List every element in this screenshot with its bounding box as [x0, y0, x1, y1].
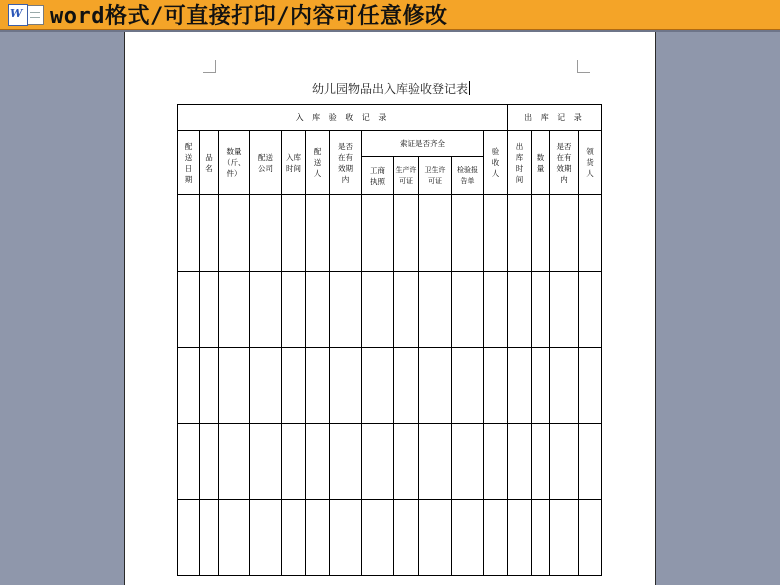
header-within-validity-outbound: 是否在有效期内 [550, 131, 579, 195]
header-quantity-outbound: 数量 [532, 131, 550, 195]
header-health-license: 卫生许可证 [419, 157, 452, 195]
header-inspector: 验收人 [484, 131, 508, 195]
register-table [177, 104, 602, 576]
crop-mark-top-right [577, 60, 590, 73]
header-certificates-group: 索证是否齐全 [362, 131, 484, 157]
top-banner [0, 0, 780, 30]
table-row [178, 348, 602, 424]
header-delivery-company: 配送公司 [250, 131, 282, 195]
header-outbound-time: 出库时间 [508, 131, 532, 195]
header-quantity-inbound: 数量（斤、件） [219, 131, 250, 195]
table-row [178, 195, 602, 272]
section-header-row [178, 105, 602, 131]
text-cursor [469, 81, 470, 95]
document-page [124, 32, 656, 585]
header-inbound-time: 入库时间 [282, 131, 306, 195]
banner-text: word格式/可直接打印/内容可任意修改 [50, 4, 448, 29]
inbound-section-header: 入 库 验 收 记 录 [178, 105, 508, 131]
table-row [178, 500, 602, 576]
document-title[interactable]: 幼儿园物品出入库验收登记表 [311, 82, 468, 96]
table-row [178, 424, 602, 500]
header-item-name: 品名 [200, 131, 219, 195]
header-delivery-person: 配送人 [306, 131, 330, 195]
word-document-icon: W [0, 0, 50, 30]
table-row [178, 272, 602, 348]
header-delivery-date: 配送日期 [178, 131, 200, 195]
header-inspection-report: 检验报告单 [452, 157, 484, 195]
header-production-license: 生产许可证 [394, 157, 419, 195]
header-row-1 [178, 131, 602, 157]
header-within-validity-inbound: 是否在有效期内 [330, 131, 362, 195]
outbound-section-header: 出 库 记 录 [508, 105, 602, 131]
crop-mark-top-left [203, 60, 216, 73]
header-recipient: 领货人 [579, 131, 602, 195]
header-business-license: 工商执照 [362, 157, 394, 195]
